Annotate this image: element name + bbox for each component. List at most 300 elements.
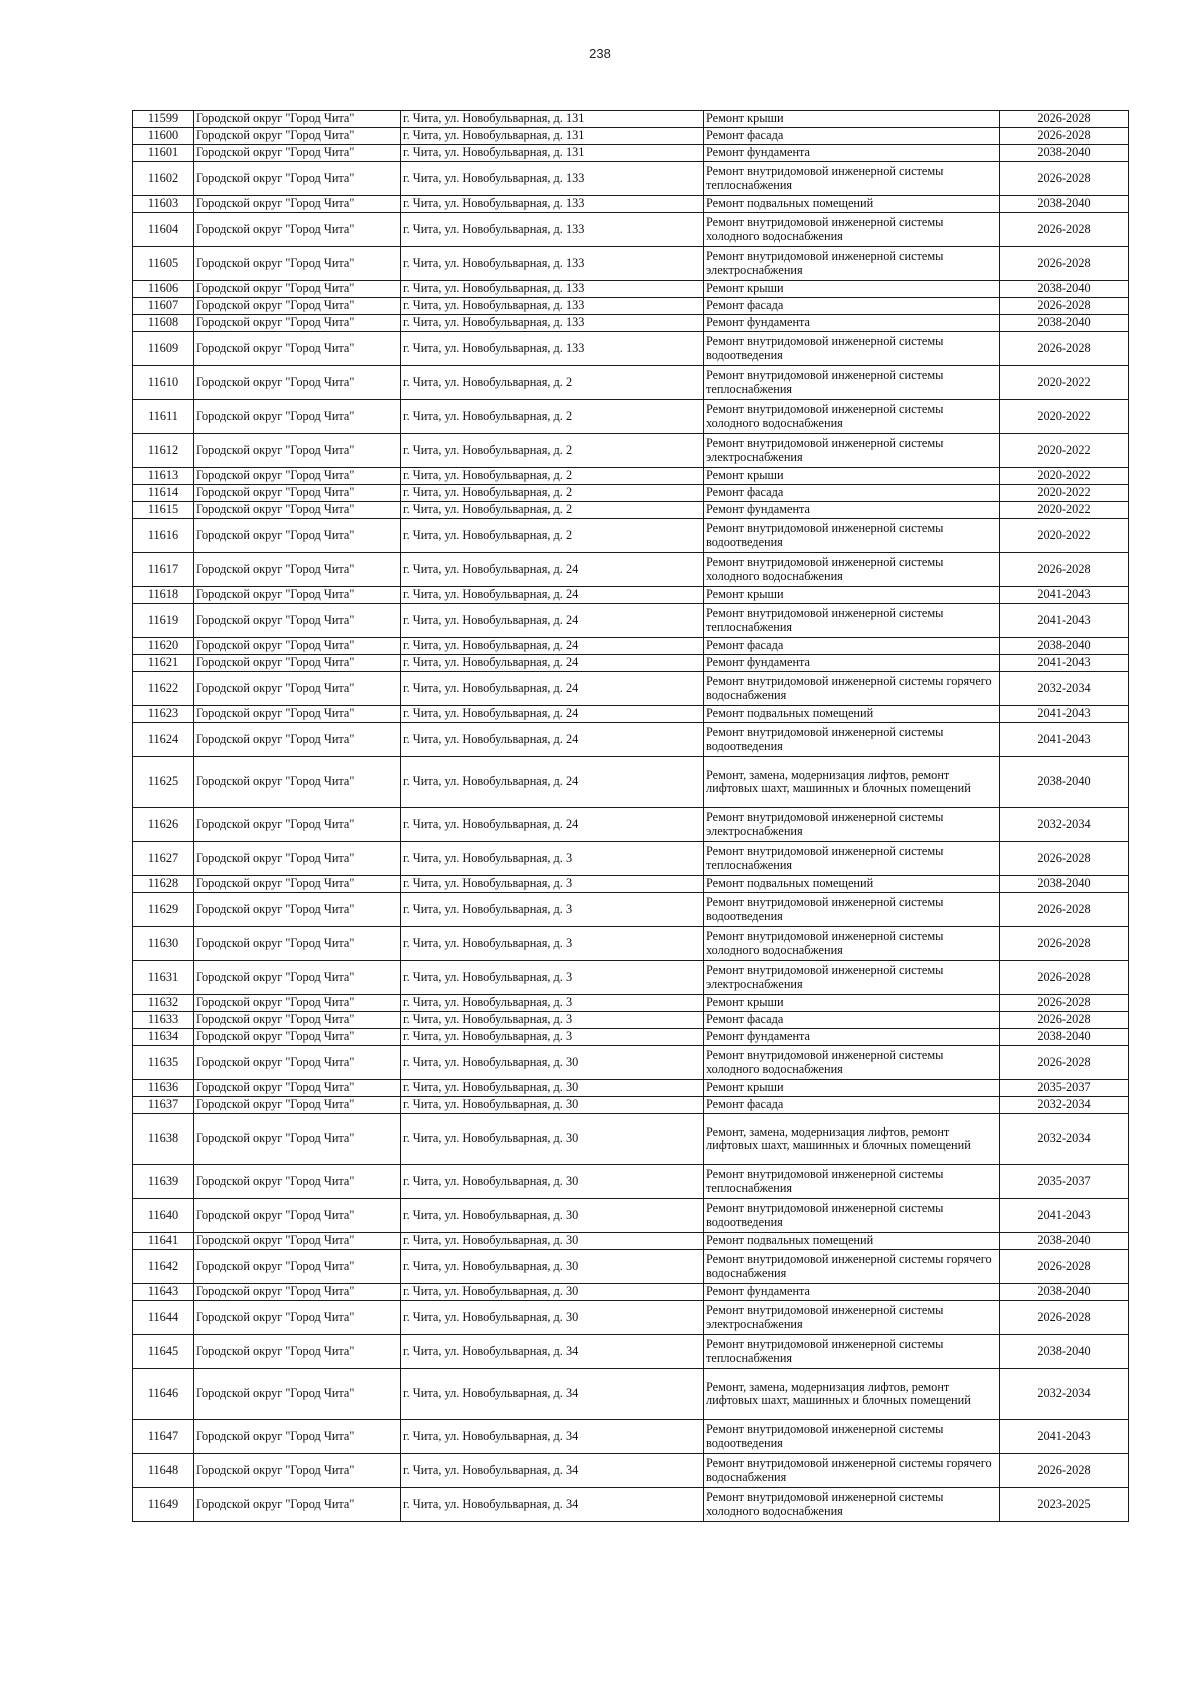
- municipality: Городской округ "Город Чита": [194, 128, 401, 145]
- period: 2026-2028: [1000, 247, 1129, 281]
- period: 2020-2022: [1000, 400, 1129, 434]
- work-type: Ремонт крыши: [704, 281, 1000, 298]
- period: 2026-2028: [1000, 298, 1129, 315]
- row-number: 11605: [133, 247, 194, 281]
- address: г. Чита, ул. Новобульварная, д. 3: [401, 876, 704, 893]
- municipality: Городской округ "Город Чита": [194, 400, 401, 434]
- work-type: Ремонт подвальных помещений: [704, 196, 1000, 213]
- row-number: 11623: [133, 706, 194, 723]
- address: г. Чита, ул. Новобульварная, д. 2: [401, 468, 704, 485]
- work-type: Ремонт, замена, модернизация лифтов, ремонт лифтовых шахт, машинных и блочных помещений: [704, 757, 1000, 808]
- address: г. Чита, ул. Новобульварная, д. 2: [401, 502, 704, 519]
- work-type: Ремонт крыши: [704, 468, 1000, 485]
- row-number: 11625: [133, 757, 194, 808]
- table-row: [133, 247, 1129, 281]
- table-row: [133, 706, 1129, 723]
- table-row: [133, 502, 1129, 519]
- row-number: 11644: [133, 1301, 194, 1335]
- table-row: [133, 128, 1129, 145]
- period: 2038-2040: [1000, 1029, 1129, 1046]
- period: 2032-2034: [1000, 672, 1129, 706]
- table-row: [133, 1233, 1129, 1250]
- period: 2023-2025: [1000, 1488, 1129, 1522]
- work-type: Ремонт внутридомовой инженерной системы холодного водоснабжения: [704, 213, 1000, 247]
- table-row: [133, 1046, 1129, 1080]
- row-number: 11611: [133, 400, 194, 434]
- address: г. Чита, ул. Новобульварная, д. 24: [401, 808, 704, 842]
- work-type: Ремонт, замена, модернизация лифтов, ремонт лифтовых шахт, машинных и блочных помещений: [704, 1114, 1000, 1165]
- address: г. Чита, ул. Новобульварная, д. 24: [401, 638, 704, 655]
- row-number: 11642: [133, 1250, 194, 1284]
- work-type: Ремонт внутридомовой инженерной системы горячего водоснабжения: [704, 1250, 1000, 1284]
- municipality: Городской округ "Город Чита": [194, 145, 401, 162]
- municipality: Городской округ "Город Чита": [194, 1114, 401, 1165]
- address: г. Чита, ул. Новобульварная, д. 30: [401, 1233, 704, 1250]
- work-type: Ремонт, замена, модернизация лифтов, ремонт лифтовых шахт, машинных и блочных помещений: [704, 1369, 1000, 1420]
- work-type: Ремонт фундамента: [704, 1029, 1000, 1046]
- table-row: [133, 927, 1129, 961]
- address: г. Чита, ул. Новобульварная, д. 3: [401, 961, 704, 995]
- row-number: 11608: [133, 315, 194, 332]
- period: 2038-2040: [1000, 196, 1129, 213]
- row-number: 11616: [133, 519, 194, 553]
- work-type: Ремонт внутридомовой инженерной системы водоотведения: [704, 332, 1000, 366]
- municipality: Городской округ "Город Чита": [194, 587, 401, 604]
- row-number: 11631: [133, 961, 194, 995]
- address: г. Чита, ул. Новобульварная, д. 30: [401, 1199, 704, 1233]
- work-type: Ремонт фундамента: [704, 1284, 1000, 1301]
- work-type: Ремонт внутридомовой инженерной системы теплоснабжения: [704, 1165, 1000, 1199]
- municipality: Городской округ "Город Чита": [194, 1097, 401, 1114]
- period: 2032-2034: [1000, 808, 1129, 842]
- address: г. Чита, ул. Новобульварная, д. 2: [401, 400, 704, 434]
- row-number: 11599: [133, 111, 194, 128]
- period: 2026-2028: [1000, 1046, 1129, 1080]
- period: 2032-2034: [1000, 1114, 1129, 1165]
- municipality: Городской округ "Город Чита": [194, 196, 401, 213]
- municipality: Городской округ "Город Чита": [194, 1420, 401, 1454]
- row-number: 11613: [133, 468, 194, 485]
- period: 2026-2028: [1000, 995, 1129, 1012]
- address: г. Чита, ул. Новобульварная, д. 133: [401, 315, 704, 332]
- table-row: [133, 1080, 1129, 1097]
- work-type: Ремонт крыши: [704, 587, 1000, 604]
- municipality: Городской округ "Город Чита": [194, 604, 401, 638]
- address: г. Чита, ул. Новобульварная, д. 30: [401, 1114, 704, 1165]
- address: г. Чита, ул. Новобульварная, д. 3: [401, 842, 704, 876]
- row-number: 11639: [133, 1165, 194, 1199]
- period: 2038-2040: [1000, 145, 1129, 162]
- table-row: [133, 553, 1129, 587]
- work-type: Ремонт внутридомовой инженерной системы холодного водоснабжения: [704, 1046, 1000, 1080]
- period: 2032-2034: [1000, 1369, 1129, 1420]
- work-type: Ремонт внутридомовой инженерной системы теплоснабжения: [704, 842, 1000, 876]
- work-type: Ремонт внутридомовой инженерной системы водоотведения: [704, 1420, 1000, 1454]
- address: г. Чита, ул. Новобульварная, д. 133: [401, 281, 704, 298]
- work-type: Ремонт внутридомовой инженерной системы электроснабжения: [704, 1301, 1000, 1335]
- address: г. Чита, ул. Новобульварная, д. 30: [401, 1097, 704, 1114]
- row-number: 11600: [133, 128, 194, 145]
- municipality: Городской округ "Город Чита": [194, 298, 401, 315]
- period: 2038-2040: [1000, 876, 1129, 893]
- row-number: 11601: [133, 145, 194, 162]
- period: 2026-2028: [1000, 1250, 1129, 1284]
- address: г. Чита, ул. Новобульварная, д. 3: [401, 995, 704, 1012]
- table-row: [133, 587, 1129, 604]
- address: г. Чита, ул. Новобульварная, д. 3: [401, 1029, 704, 1046]
- work-type: Ремонт внутридомовой инженерной системы горячего водоснабжения: [704, 672, 1000, 706]
- address: г. Чита, ул. Новобульварная, д. 30: [401, 1165, 704, 1199]
- table-body: [133, 111, 1129, 1522]
- period: 2020-2022: [1000, 502, 1129, 519]
- work-type: Ремонт внутридомовой инженерной системы водоотведения: [704, 1199, 1000, 1233]
- work-type: Ремонт подвальных помещений: [704, 876, 1000, 893]
- work-type: Ремонт подвальных помещений: [704, 706, 1000, 723]
- period: 2026-2028: [1000, 1012, 1129, 1029]
- municipality: Городской округ "Город Чита": [194, 927, 401, 961]
- row-number: 11624: [133, 723, 194, 757]
- municipality: Городской округ "Город Чита": [194, 1284, 401, 1301]
- table-row: [133, 468, 1129, 485]
- address: г. Чита, ул. Новобульварная, д. 3: [401, 1012, 704, 1029]
- address: г. Чита, ул. Новобульварная, д. 133: [401, 332, 704, 366]
- period: 2035-2037: [1000, 1165, 1129, 1199]
- period: 2020-2022: [1000, 434, 1129, 468]
- municipality: Городской округ "Город Чита": [194, 502, 401, 519]
- period: 2038-2040: [1000, 1284, 1129, 1301]
- municipality: Городской округ "Город Чита": [194, 1046, 401, 1080]
- municipality: Городской округ "Город Чита": [194, 213, 401, 247]
- period: 2041-2043: [1000, 706, 1129, 723]
- table-row: [133, 961, 1129, 995]
- address: г. Чита, ул. Новобульварная, д. 34: [401, 1420, 704, 1454]
- municipality: Городской округ "Город Чита": [194, 111, 401, 128]
- work-type: Ремонт внутридомовой инженерной системы холодного водоснабжения: [704, 1488, 1000, 1522]
- municipality: Городской округ "Город Чита": [194, 519, 401, 553]
- municipality: Городской округ "Город Чита": [194, 434, 401, 468]
- row-number: 11604: [133, 213, 194, 247]
- row-number: 11607: [133, 298, 194, 315]
- row-number: 11603: [133, 196, 194, 213]
- address: г. Чита, ул. Новобульварная, д. 131: [401, 111, 704, 128]
- table-row: [133, 332, 1129, 366]
- address: г. Чита, ул. Новобульварная, д. 34: [401, 1335, 704, 1369]
- row-number: 11626: [133, 808, 194, 842]
- work-type: Ремонт фундамента: [704, 145, 1000, 162]
- address: г. Чита, ул. Новобульварная, д. 133: [401, 298, 704, 315]
- address: г. Чита, ул. Новобульварная, д. 34: [401, 1369, 704, 1420]
- table-row: [133, 162, 1129, 196]
- municipality: Городской округ "Город Чита": [194, 1454, 401, 1488]
- municipality: Городской округ "Город Чита": [194, 315, 401, 332]
- municipality: Городской округ "Город Чита": [194, 366, 401, 400]
- work-type: Ремонт внутридомовой инженерной системы теплоснабжения: [704, 1335, 1000, 1369]
- table-row: [133, 1335, 1129, 1369]
- address: г. Чита, ул. Новобульварная, д. 24: [401, 553, 704, 587]
- work-type: Ремонт фасада: [704, 638, 1000, 655]
- table-row: [133, 723, 1129, 757]
- municipality: Городской округ "Город Чита": [194, 723, 401, 757]
- period: 2038-2040: [1000, 1233, 1129, 1250]
- row-number: 11636: [133, 1080, 194, 1097]
- table-row: [133, 757, 1129, 808]
- period: 2026-2028: [1000, 553, 1129, 587]
- municipality: Городской округ "Город Чита": [194, 655, 401, 672]
- period: 2026-2028: [1000, 1454, 1129, 1488]
- table-row: [133, 1029, 1129, 1046]
- period: 2038-2040: [1000, 315, 1129, 332]
- work-type: Ремонт внутридомовой инженерной системы электроснабжения: [704, 434, 1000, 468]
- municipality: Городской округ "Город Чита": [194, 1335, 401, 1369]
- row-number: 11621: [133, 655, 194, 672]
- municipality: Городской округ "Город Чита": [194, 1369, 401, 1420]
- work-type: Ремонт крыши: [704, 111, 1000, 128]
- work-type: Ремонт фасада: [704, 485, 1000, 502]
- address: г. Чита, ул. Новобульварная, д. 30: [401, 1080, 704, 1097]
- work-type: Ремонт внутридомовой инженерной системы водоотведения: [704, 723, 1000, 757]
- address: г. Чита, ул. Новобульварная, д. 3: [401, 927, 704, 961]
- period: 2026-2028: [1000, 842, 1129, 876]
- address: г. Чита, ул. Новобульварная, д. 2: [401, 485, 704, 502]
- table-row: [133, 672, 1129, 706]
- address: г. Чита, ул. Новобульварная, д. 133: [401, 213, 704, 247]
- table-row: [133, 1488, 1129, 1522]
- row-number: 11610: [133, 366, 194, 400]
- row-number: 11632: [133, 995, 194, 1012]
- address: г. Чита, ул. Новобульварная, д. 133: [401, 162, 704, 196]
- address: г. Чита, ул. Новобульварная, д. 133: [401, 247, 704, 281]
- work-type: Ремонт фасада: [704, 298, 1000, 315]
- row-number: 11602: [133, 162, 194, 196]
- period: 2026-2028: [1000, 893, 1129, 927]
- municipality: Городской округ "Город Чита": [194, 1080, 401, 1097]
- address: г. Чита, ул. Новобульварная, д. 30: [401, 1301, 704, 1335]
- address: г. Чита, ул. Новобульварная, д. 24: [401, 604, 704, 638]
- period: 2038-2040: [1000, 281, 1129, 298]
- table-row: [133, 1165, 1129, 1199]
- period: 2041-2043: [1000, 1199, 1129, 1233]
- municipality: Городской округ "Город Чита": [194, 1165, 401, 1199]
- address: г. Чита, ул. Новобульварная, д. 133: [401, 196, 704, 213]
- municipality: Городской округ "Город Чита": [194, 1250, 401, 1284]
- municipality: Городской округ "Город Чита": [194, 1488, 401, 1522]
- period: 2020-2022: [1000, 468, 1129, 485]
- row-number: 11619: [133, 604, 194, 638]
- row-number: 11618: [133, 587, 194, 604]
- municipality: Городской округ "Город Чита": [194, 162, 401, 196]
- work-type: Ремонт внутридомовой инженерной системы водоотведения: [704, 893, 1000, 927]
- address: г. Чита, ул. Новобульварная, д. 2: [401, 519, 704, 553]
- period: 2038-2040: [1000, 757, 1129, 808]
- period: 2026-2028: [1000, 111, 1129, 128]
- row-number: 11634: [133, 1029, 194, 1046]
- row-number: 11643: [133, 1284, 194, 1301]
- table-row: [133, 519, 1129, 553]
- municipality: Городской округ "Город Чита": [194, 672, 401, 706]
- table-row: [133, 366, 1129, 400]
- row-number: 11641: [133, 1233, 194, 1250]
- table-row: [133, 1301, 1129, 1335]
- address: г. Чита, ул. Новобульварная, д. 24: [401, 655, 704, 672]
- period: 2041-2043: [1000, 587, 1129, 604]
- municipality: Городской округ "Город Чита": [194, 281, 401, 298]
- period: 2020-2022: [1000, 485, 1129, 502]
- period: 2026-2028: [1000, 213, 1129, 247]
- row-number: 11635: [133, 1046, 194, 1080]
- row-number: 11617: [133, 553, 194, 587]
- municipality: Городской округ "Город Чита": [194, 842, 401, 876]
- capital-repair-table: [132, 110, 1129, 1522]
- municipality: Городской округ "Город Чита": [194, 485, 401, 502]
- table-row: [133, 1454, 1129, 1488]
- work-type: Ремонт внутридомовой инженерной системы теплоснабжения: [704, 162, 1000, 196]
- municipality: Городской округ "Город Чита": [194, 468, 401, 485]
- table-row: [133, 213, 1129, 247]
- table-row: [133, 604, 1129, 638]
- table-row: [133, 1012, 1129, 1029]
- address: г. Чита, ул. Новобульварная, д. 34: [401, 1488, 704, 1522]
- address: г. Чита, ул. Новобульварная, д. 24: [401, 723, 704, 757]
- period: 2026-2028: [1000, 332, 1129, 366]
- table-row: [133, 1369, 1129, 1420]
- table-row: [133, 400, 1129, 434]
- work-type: Ремонт крыши: [704, 995, 1000, 1012]
- table-row: [133, 1114, 1129, 1165]
- period: 2026-2028: [1000, 927, 1129, 961]
- municipality: Городской округ "Город Чита": [194, 1029, 401, 1046]
- municipality: Городской округ "Город Чита": [194, 808, 401, 842]
- period: 2041-2043: [1000, 1420, 1129, 1454]
- address: г. Чита, ул. Новобульварная, д. 2: [401, 434, 704, 468]
- municipality: Городской округ "Город Чита": [194, 1301, 401, 1335]
- row-number: 11637: [133, 1097, 194, 1114]
- row-number: 11620: [133, 638, 194, 655]
- row-number: 11627: [133, 842, 194, 876]
- work-type: Ремонт фундамента: [704, 655, 1000, 672]
- table-row: [133, 1284, 1129, 1301]
- table-row: [133, 893, 1129, 927]
- address: г. Чита, ул. Новобульварная, д. 2: [401, 366, 704, 400]
- work-type: Ремонт крыши: [704, 1080, 1000, 1097]
- row-number: 11640: [133, 1199, 194, 1233]
- work-type: Ремонт внутридомовой инженерной системы холодного водоснабжения: [704, 927, 1000, 961]
- table-row: [133, 842, 1129, 876]
- work-type: Ремонт внутридомовой инженерной системы теплоснабжения: [704, 604, 1000, 638]
- table-row: [133, 196, 1129, 213]
- municipality: Городской округ "Город Чита": [194, 706, 401, 723]
- period: 2032-2034: [1000, 1097, 1129, 1114]
- row-number: 11609: [133, 332, 194, 366]
- work-type: Ремонт внутридомовой инженерной системы теплоснабжения: [704, 366, 1000, 400]
- period: 2026-2028: [1000, 961, 1129, 995]
- table-row: [133, 1250, 1129, 1284]
- row-number: 11606: [133, 281, 194, 298]
- address: г. Чита, ул. Новобульварная, д. 24: [401, 672, 704, 706]
- municipality: Городской округ "Город Чита": [194, 757, 401, 808]
- table-row: [133, 1097, 1129, 1114]
- row-number: 11633: [133, 1012, 194, 1029]
- row-number: 11629: [133, 893, 194, 927]
- row-number: 11630: [133, 927, 194, 961]
- work-type: Ремонт внутридомовой инженерной системы электроснабжения: [704, 961, 1000, 995]
- period: 2026-2028: [1000, 162, 1129, 196]
- period: 2020-2022: [1000, 366, 1129, 400]
- municipality: Городской округ "Город Чита": [194, 876, 401, 893]
- table-row: [133, 808, 1129, 842]
- municipality: Городской округ "Город Чита": [194, 961, 401, 995]
- row-number: 11645: [133, 1335, 194, 1369]
- table-row: [133, 281, 1129, 298]
- work-type: Ремонт фундамента: [704, 315, 1000, 332]
- table-row: [133, 145, 1129, 162]
- municipality: Городской округ "Город Чита": [194, 1233, 401, 1250]
- row-number: 11622: [133, 672, 194, 706]
- table-row: [133, 485, 1129, 502]
- address: г. Чита, ул. Новобульварная, д. 34: [401, 1454, 704, 1488]
- row-number: 11628: [133, 876, 194, 893]
- period: 2020-2022: [1000, 519, 1129, 553]
- address: г. Чита, ул. Новобульварная, д. 24: [401, 587, 704, 604]
- municipality: Городской округ "Город Чита": [194, 1012, 401, 1029]
- row-number: 11648: [133, 1454, 194, 1488]
- row-number: 11647: [133, 1420, 194, 1454]
- address: г. Чита, ул. Новобульварная, д. 24: [401, 757, 704, 808]
- table-row: [133, 434, 1129, 468]
- work-type: Ремонт внутридомовой инженерной системы холодного водоснабжения: [704, 553, 1000, 587]
- period: 2038-2040: [1000, 638, 1129, 655]
- period: 2041-2043: [1000, 655, 1129, 672]
- address: г. Чита, ул. Новобульварная, д. 30: [401, 1284, 704, 1301]
- address: г. Чита, ул. Новобульварная, д. 131: [401, 145, 704, 162]
- address: г. Чита, ул. Новобульварная, д. 131: [401, 128, 704, 145]
- municipality: Городской округ "Город Чита": [194, 995, 401, 1012]
- municipality: Городской округ "Город Чита": [194, 1199, 401, 1233]
- row-number: 11612: [133, 434, 194, 468]
- period: 2026-2028: [1000, 128, 1129, 145]
- table-row: [133, 1199, 1129, 1233]
- municipality: Городской округ "Город Чита": [194, 553, 401, 587]
- period: 2038-2040: [1000, 1335, 1129, 1369]
- address: г. Чита, ул. Новобульварная, д. 30: [401, 1046, 704, 1080]
- work-type: Ремонт внутридомовой инженерной системы электроснабжения: [704, 247, 1000, 281]
- period: 2026-2028: [1000, 1301, 1129, 1335]
- row-number: 11649: [133, 1488, 194, 1522]
- table-row: [133, 995, 1129, 1012]
- work-type: Ремонт фасада: [704, 1097, 1000, 1114]
- municipality: Городской округ "Город Чита": [194, 638, 401, 655]
- municipality: Городской округ "Город Чита": [194, 247, 401, 281]
- table-row: [133, 298, 1129, 315]
- work-type: Ремонт внутридомовой инженерной системы горячего водоснабжения: [704, 1454, 1000, 1488]
- row-number: 11615: [133, 502, 194, 519]
- period: 2041-2043: [1000, 604, 1129, 638]
- work-type: Ремонт подвальных помещений: [704, 1233, 1000, 1250]
- page-number: 238: [589, 46, 611, 61]
- work-type: Ремонт внутридомовой инженерной системы водоотведения: [704, 519, 1000, 553]
- address: г. Чита, ул. Новобульварная, д. 24: [401, 706, 704, 723]
- row-number: 11646: [133, 1369, 194, 1420]
- table-row: [133, 1420, 1129, 1454]
- table-row: [133, 655, 1129, 672]
- row-number: 11638: [133, 1114, 194, 1165]
- work-type: Ремонт фундамента: [704, 502, 1000, 519]
- table-row: [133, 111, 1129, 128]
- table-row: [133, 638, 1129, 655]
- municipality: Городской округ "Город Чита": [194, 332, 401, 366]
- work-type: Ремонт внутридомовой инженерной системы электроснабжения: [704, 808, 1000, 842]
- period: 2041-2043: [1000, 723, 1129, 757]
- municipality: Городской округ "Город Чита": [194, 893, 401, 927]
